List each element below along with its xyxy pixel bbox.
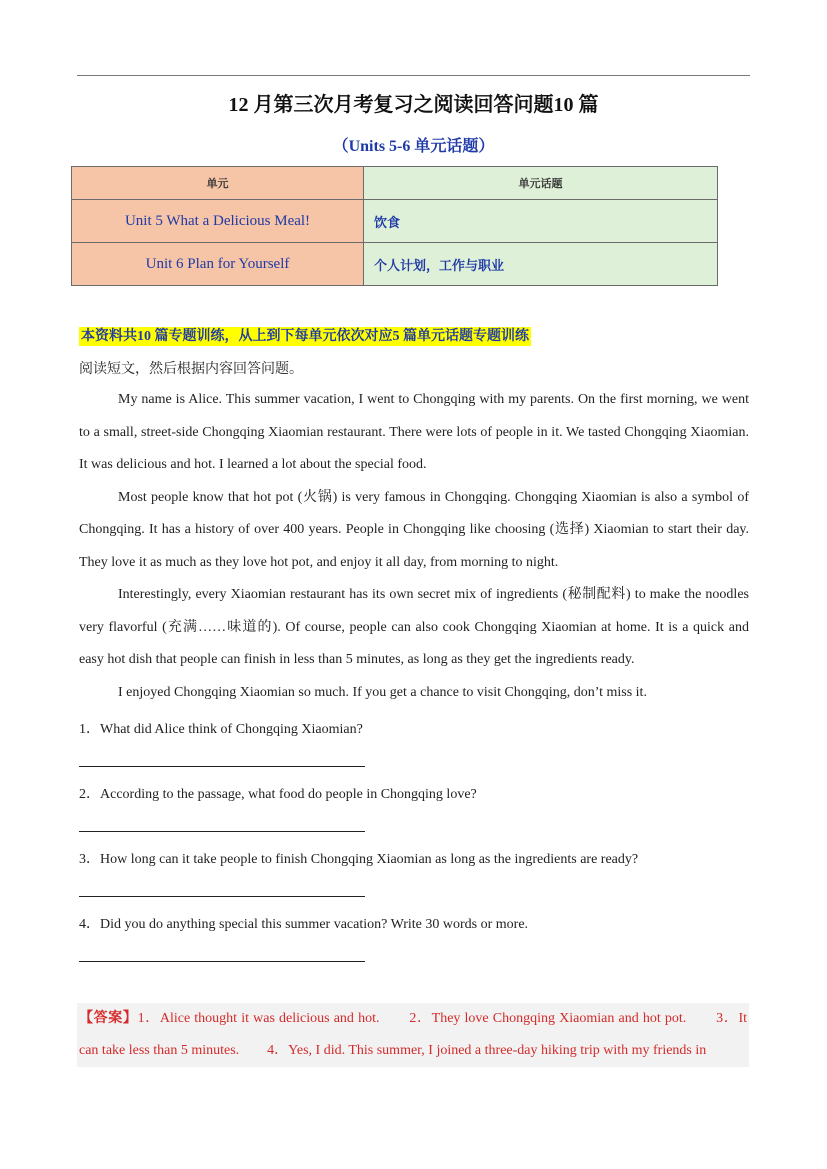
answer-line-3[interactable] <box>79 896 365 897</box>
reading-passage <box>79 384 749 709</box>
top-rule <box>77 75 750 76</box>
table-header-row <box>72 167 718 200</box>
table-cell-topic: 个人计划，工作与职业 <box>364 243 718 286</box>
table-header-unit: 单元 <box>72 167 364 200</box>
answer-text: 1．Alice thought it was delicious and hot. 2．They love Chongqing Xiaomian and hot pot. 3．It can take less than 5 minutes. 4．Yes, I did. This summer, I joined a three-day hiking trip with my friends in <box>79 1011 748 1058</box>
answer-line-1[interactable] <box>79 766 365 767</box>
table-cell-unit: Unit 5 What a Delicious Meal! <box>72 200 364 243</box>
page-subtitle: （Units 5-6 单元话题） <box>332 138 495 155</box>
table-cell-unit: Unit 6 Plan for Yourself <box>72 243 364 286</box>
question-2: 2．According to the passage, what food do people in Chongqing love? <box>79 787 477 802</box>
notice-highlight: 本资料共10 篇专题训练，从上到下每单元依次对应5 篇单元话题专题训练 <box>81 329 529 344</box>
answer-line-4[interactable] <box>79 961 365 962</box>
passage-paragraph: My name is Alice. This summer vacation, I went to Chongqing with my parents. On the first morning, we went to a small, street-side Chongqing Xiaomian restaurant. There were lots of people in it. We tasted Chongqing Xiaomian. It was delicious and hot. I learned a lot about the special food. <box>79 392 749 472</box>
question-3: 3．How long can it take people to finish Chongqing Xiaomian as long as the ingredients are ready? <box>79 852 639 867</box>
question-4: 4．Did you do anything special this summer vacation? Write 30 words or more. <box>79 917 529 932</box>
passage-paragraph: Interestingly, every Xiaomian restaurant has its own secret mix of ingredients (秘制配料) to make the noodles very flavorful (充满……味道的). Of course, people can also cook Chongqing Xiaomian at home. It is a quick and easy hot dish that people can finish in less than 5 minutes, as long as they get the ingredients ready. <box>79 587 749 667</box>
table-header-topic: 单元话题 <box>364 167 718 200</box>
passage-paragraph: Most people know that hot pot (火锅) is very famous in Chongqing. Chongqing Xiaomian is also a symbol of Chongqing. It has a history of over 400 years. People in Chongqing like choosing (选择) Xiaomian to start their day. They love it as much as they love hot pot, and enjoy it all day, from morning to night. <box>79 489 749 570</box>
answer-line-2[interactable] <box>79 831 365 832</box>
table-row <box>72 243 718 286</box>
units-table <box>71 166 718 286</box>
instruction-text: 阅读短文，然后根据内容回答问题。 <box>79 362 303 377</box>
passage-paragraph: I enjoyed Chongqing Xiaomian so much. If you get a chance to visit Chongqing, don’t miss it. <box>118 684 647 700</box>
answer-label: 【答案】 <box>79 1011 138 1026</box>
question-1: 1．What did Alice think of Chongqing Xiaomian? <box>79 722 363 737</box>
table-cell-topic: 饮食 <box>364 200 718 243</box>
answer-box <box>77 1003 749 1067</box>
table-row <box>72 200 718 243</box>
page-title: 12 月第三次月考复习之阅读回答问题10 篇 <box>228 94 599 116</box>
